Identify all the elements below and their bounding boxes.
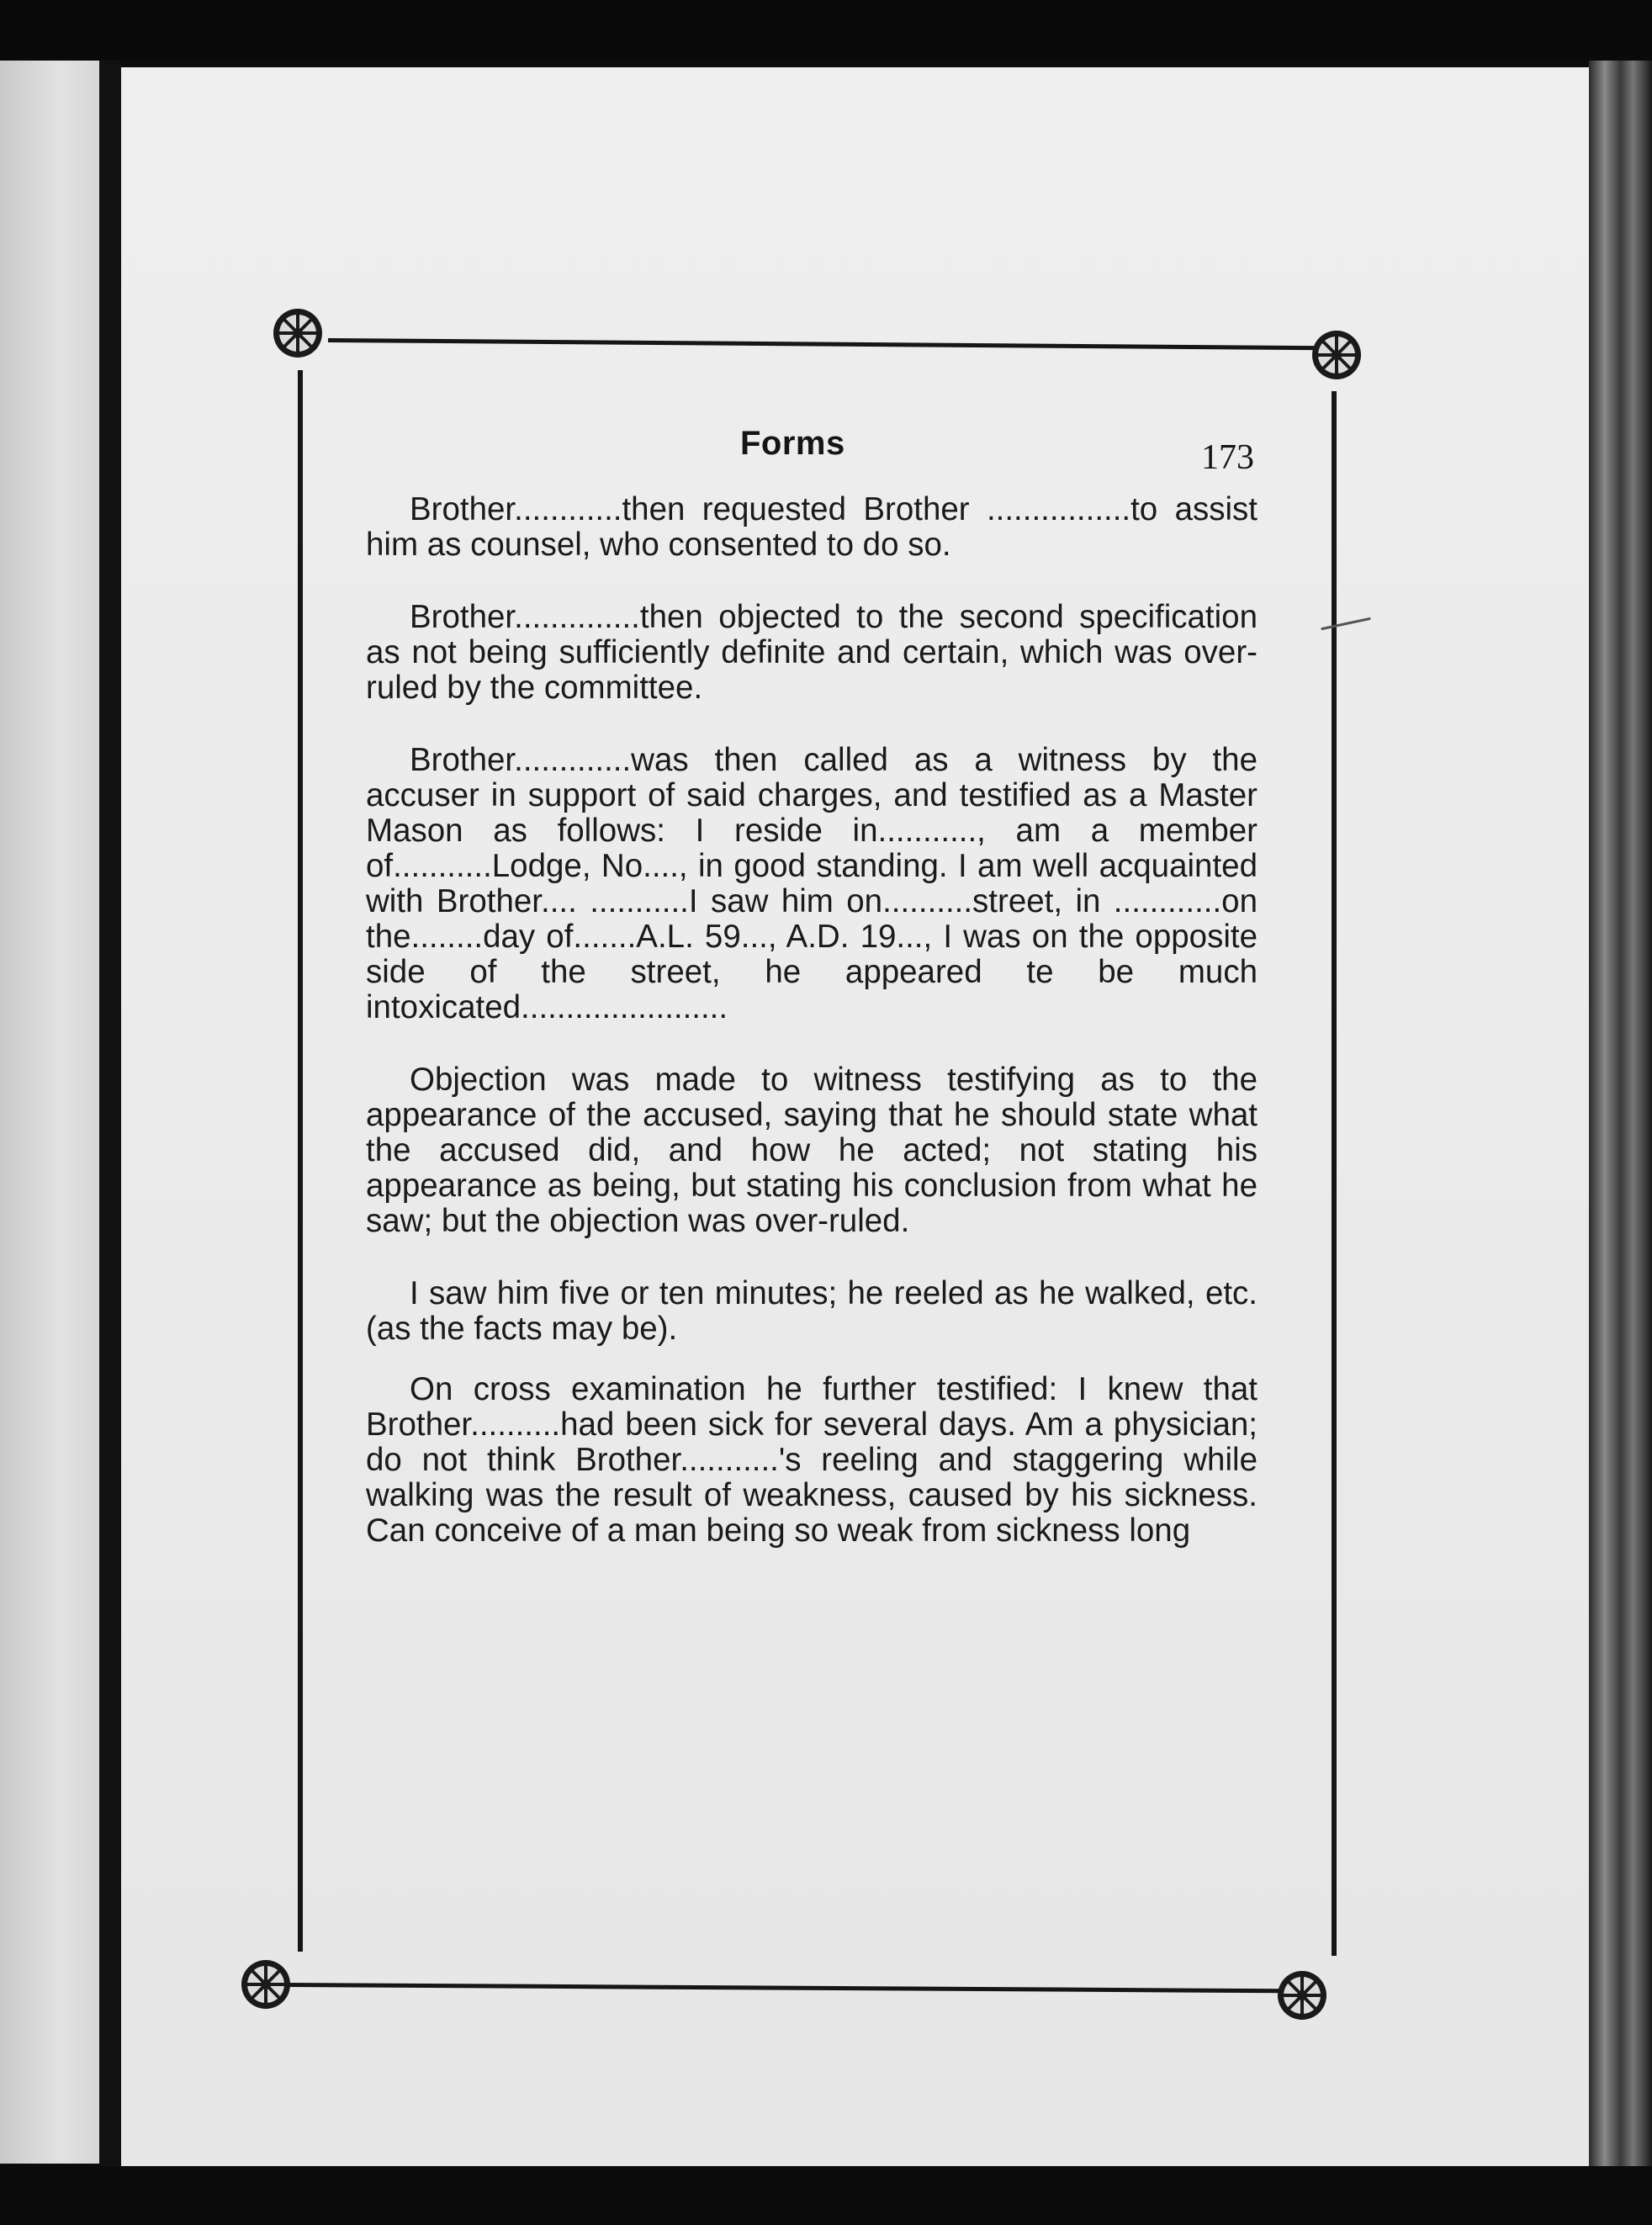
- book-gutter: [99, 61, 121, 2180]
- rosette-icon: [239, 1957, 293, 2011]
- rosette-icon: [1275, 1968, 1329, 2022]
- page-stack-edge: [1589, 61, 1652, 2225]
- paragraph: Objection was made to witness testifying as to the appearance of the accused, saying that he should state what the accused did, and how he acted; not stating his appearance as being, but stating his conclusion from what he saw; but the objection was over-ruled.: [366, 1062, 1258, 1239]
- paragraph: I saw him five or ten minutes; he reeled as he walked, etc. (as the facts may be).: [366, 1275, 1258, 1347]
- rosette-icon: [1310, 328, 1363, 382]
- rosette-icon: [271, 306, 325, 360]
- paragraph: Brother............then requested Brother ................to assist him as counsel, who consented to do so.: [366, 491, 1258, 563]
- previous-page-edge: [0, 61, 99, 2164]
- scan-bottom-border: [0, 2166, 1652, 2225]
- running-head-title: Forms: [740, 425, 845, 462]
- frame-left-line: [298, 370, 303, 1952]
- scan-top-border: [0, 0, 1652, 61]
- body-text: [366, 492, 1258, 1586]
- page-number: 173: [1201, 438, 1254, 477]
- paragraph: Brother..............then objected to the second specification as not being sufficiently definite and certain, which was over-ruled by the committee.: [366, 599, 1258, 706]
- paragraph: On cross examination he further testified: I knew that Brother..........had been sick for several days. Am a physician; do not think Brother...........'s reeling and staggering while walking was the result of weakness, caused by his sickness. Can conceive of a man being so weak from sickness long: [366, 1371, 1258, 1549]
- paragraph: Brother.............was then called as a witness by the accuser in support of said charges, and testified as a Master Mason as follows: I reside in..........., am a member of...........Lodge, No...., in good standing. I am well acquainted with Brother.... ...........I saw him on..........street, in ............on the........day of.......A.L. 59..., A.D. 19..., I was on the opposite side of the street, he appeared te be much intoxicated.......................: [366, 742, 1258, 1025]
